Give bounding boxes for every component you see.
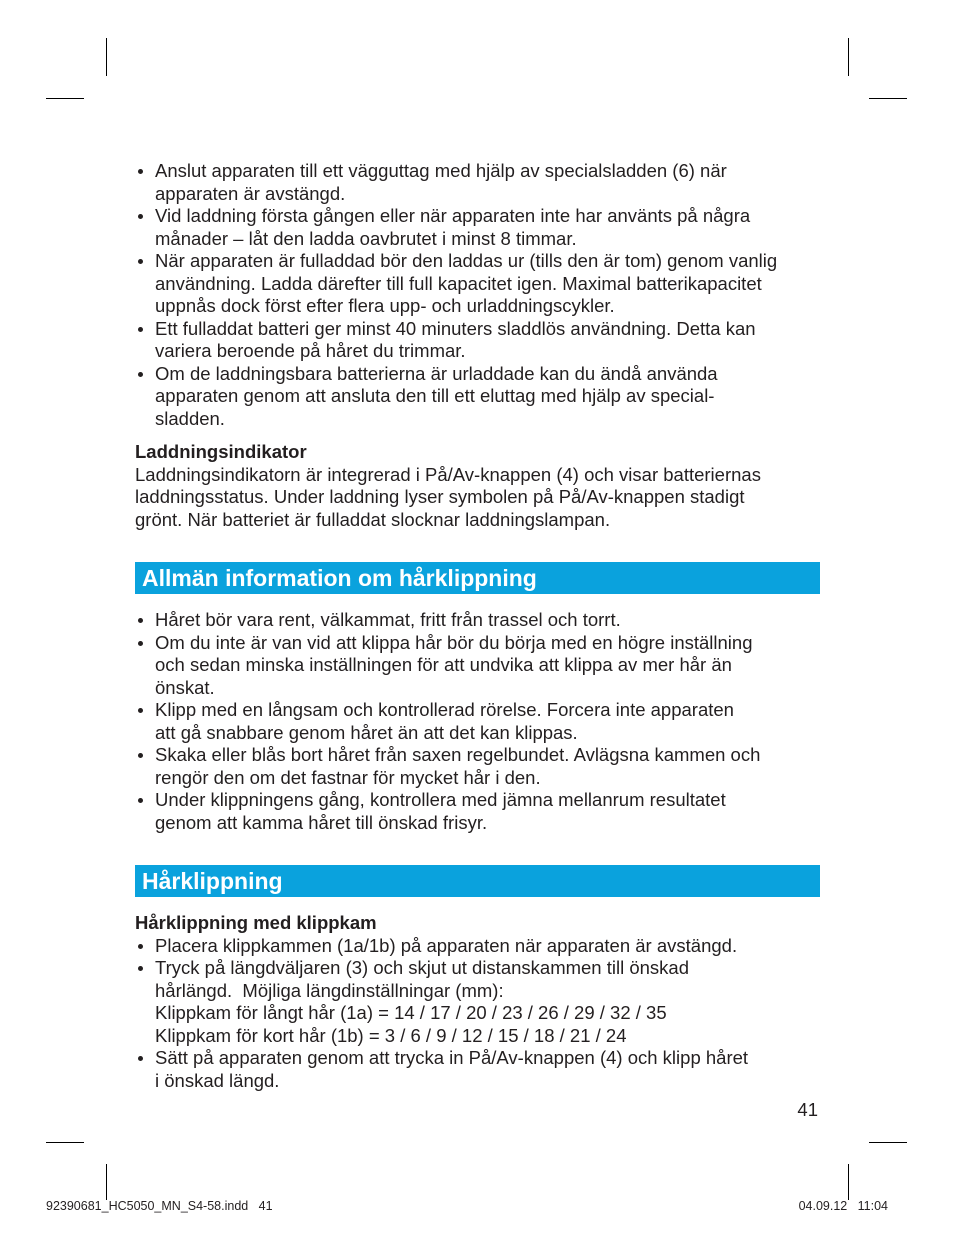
bullet-text-line: variera beroende på håret du trimmar.	[155, 340, 466, 361]
bullet-item	[135, 160, 835, 205]
bullet-text-line: hårlängd. Möjliga längdinställningar (mm):	[155, 979, 504, 1001]
page-number: 41	[797, 1099, 818, 1120]
bullet-icon	[138, 618, 143, 623]
crop-mark	[106, 1164, 107, 1200]
haircut-section	[135, 912, 835, 1092]
bullet-text-line: önskat.	[155, 676, 215, 698]
crop-mark	[869, 1142, 907, 1143]
bullet-text-line: och sedan minska inställningen för att undvika att klippa av mer hår än	[155, 654, 732, 675]
bullet-text-line: Anslut apparaten till ett vägguttag med hjälp av specialsladden (6) när	[155, 160, 727, 181]
bullet-icon	[138, 327, 143, 332]
bullet-text-line: att gå snabbare genom håret än att det kan klippas.	[155, 721, 578, 743]
bullet-item	[135, 1047, 835, 1092]
charging-instructions	[135, 160, 835, 430]
bullet-item	[135, 250, 835, 318]
section-title: Allmän information om hårklippning	[142, 565, 537, 591]
bullet-text-line: Klippkam för kort hår (1b) = 3 / 6 / 9 / 12 / 15 / 18 / 21 / 24	[155, 1024, 627, 1046]
general-info-section	[135, 609, 835, 834]
bullet-text-line: Klipp med en långsam och kontrollerad rörelse. Forcera inte apparaten	[155, 699, 734, 720]
footer-date-time: 04.09.12 11:04	[798, 1199, 888, 1213]
bullet-text-line: Om du inte är van vid att klippa hår bör du börja med en högre inställning	[155, 631, 753, 653]
crop-mark	[869, 98, 907, 99]
charging-indicator-section	[135, 441, 835, 531]
bullet-icon	[138, 753, 143, 758]
bullet-item	[135, 957, 835, 1047]
bullet-text-line: Om de laddningsbara batterierna är urladdade kan du ändå använda	[155, 362, 718, 384]
bullet-icon	[138, 798, 143, 803]
bullet-text-line: Håret bör vara rent, välkammat, fritt från trassel och torrt.	[155, 609, 621, 630]
bullet-item	[135, 363, 835, 431]
bullet-item	[135, 935, 835, 958]
bullet-text-line: Klippkam för långt hår (1a) = 14 / 17 / 20 / 23 / 26 / 29 / 32 / 35	[155, 1002, 667, 1023]
bullet-text-line: i önskad längd.	[155, 1069, 280, 1091]
haircut-subheading: Hårklippning med klippkam	[135, 912, 377, 933]
bullet-icon	[138, 708, 143, 713]
bullet-text-line: uppnås dock först efter flera upp- och urladdningscykler.	[155, 295, 615, 316]
general-info-bullet-list	[135, 609, 835, 834]
bullet-text-line: Tryck på längdväljaren (3) och skjut ut distanskammen till önskad	[155, 957, 689, 978]
bullet-text-line: rengör den om det fastnar för mycket hår i den.	[155, 766, 541, 788]
bullet-icon	[138, 1056, 143, 1061]
bullet-text-line: genom att kamma håret till önskad frisyr.	[155, 811, 488, 833]
paragraph-line: laddningsstatus. Under laddning lyser symbolen på På/Av-knappen stadigt	[135, 486, 745, 507]
bullet-icon	[138, 966, 143, 971]
charging-indicator-paragraph	[135, 464, 835, 532]
section-header-general-info	[135, 562, 820, 594]
bullet-item	[135, 632, 835, 700]
crop-mark	[106, 38, 107, 76]
bullet-text-line: Sätt på apparaten genom att trycka in På/Av-knappen (4) och klipp håret	[155, 1047, 749, 1068]
charging-bullet-list	[135, 160, 835, 430]
bullet-icon	[138, 214, 143, 219]
bullet-text-line: Placera klippkammen (1a/1b) på apparaten när apparaten är avstängd.	[155, 934, 738, 956]
bullet-text-line: apparaten genom att ansluta den till ett eluttag med hjälp av special-	[155, 385, 715, 406]
bullet-text-line: användning. Ladda därefter till full kapacitet igen. Maximal batterikapacitet	[155, 272, 762, 294]
bullet-item	[135, 744, 835, 789]
paragraph-line: grönt. När batteriet är fulladdat slocknar laddningslampan.	[135, 508, 611, 530]
haircut-bullet-list	[135, 935, 835, 1093]
crop-mark	[848, 38, 849, 76]
footer-file-name: 92390681_HC5050_MN_S4-58.indd 41	[46, 1199, 273, 1213]
bullet-item	[135, 318, 835, 363]
bullet-icon	[138, 372, 143, 377]
bullet-item	[135, 789, 835, 834]
section-title: Hårklippning	[142, 868, 283, 894]
bullet-item	[135, 609, 835, 632]
bullet-text-line: sladden.	[155, 407, 225, 429]
bullet-icon	[138, 169, 143, 174]
bullet-text-line: Vid laddning första gången eller när apparaten inte har använts på några	[155, 205, 751, 226]
bullet-icon	[138, 641, 143, 646]
section-header-haircut	[135, 865, 820, 897]
crop-mark	[46, 1142, 84, 1143]
bullet-text-line: månader – låt den ladda oavbrutet i minst 8 timmar.	[155, 227, 577, 249]
crop-mark	[46, 98, 84, 99]
bullet-icon	[138, 944, 143, 949]
bullet-text-line: Ett fulladdat batteri ger minst 40 minuters sladdlös användning. Detta kan	[155, 317, 756, 339]
bullet-text-line: Under klippningens gång, kontrollera med jämna mellanrum resultatet	[155, 789, 726, 810]
bullet-item	[135, 699, 835, 744]
charging-indicator-heading: Laddningsindikator	[135, 441, 307, 462]
bullet-text-line: apparaten är avstängd.	[155, 182, 346, 204]
crop-mark	[848, 1164, 849, 1200]
bullet-icon	[138, 259, 143, 264]
paragraph-line: Laddningsindikatorn är integrerad i På/Av-knappen (4) och visar batteriernas	[135, 463, 761, 485]
bullet-text-line: Skaka eller blås bort håret från saxen regelbundet. Avlägsna kammen och	[155, 744, 761, 765]
bullet-text-line: När apparaten är fulladdad bör den laddas ur (tills den är tom) genom vanlig	[155, 250, 778, 271]
bullet-item	[135, 205, 835, 250]
